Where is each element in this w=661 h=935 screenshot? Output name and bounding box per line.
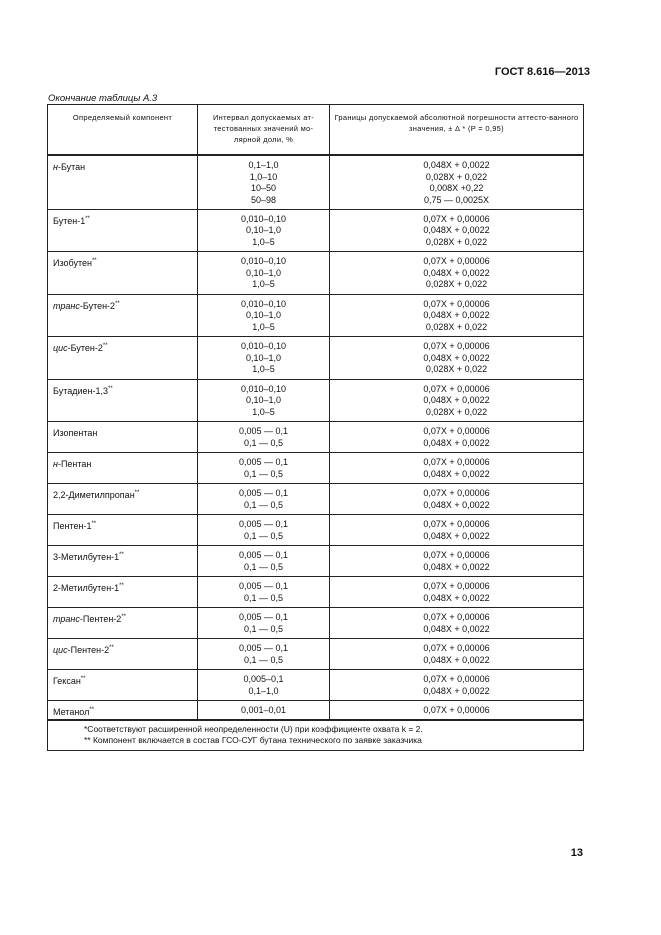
error-bound-value: 0,048X + 0,0022 xyxy=(423,352,490,363)
table-notes xyxy=(48,720,584,751)
error-bound-value: 0,048X + 0,0022 xyxy=(423,499,490,510)
component-name-cell xyxy=(48,484,198,515)
error-bound-value: 0,048X + 0,0022 xyxy=(423,623,490,634)
interval-cell xyxy=(198,670,330,701)
component-name-cell xyxy=(48,337,198,380)
table-row xyxy=(48,701,584,721)
error-bound-value: 0,048X + 0,0022 xyxy=(423,654,490,665)
table-row xyxy=(48,546,584,577)
interval-value: 0,10–1,0 xyxy=(245,352,282,363)
error-bound-cell xyxy=(330,577,584,608)
error-bound-value: 0,07X + 0,00006 xyxy=(423,256,490,266)
page-number: 13 xyxy=(570,847,583,859)
interval-value: 1,0–5 xyxy=(252,321,275,332)
error-bound-cell xyxy=(330,484,584,515)
table-row xyxy=(48,379,584,422)
interval-cell xyxy=(198,294,330,337)
interval-value: 0,1–1,0 xyxy=(248,160,279,170)
component-name: -Бутен-2 xyxy=(67,343,103,353)
interval-value: 0,010–0,10 xyxy=(240,383,287,394)
interval-cell xyxy=(198,155,330,209)
error-bound-value: 0,048X + 0,0022 xyxy=(423,160,490,170)
component-name: -Пентан xyxy=(57,459,92,469)
interval-value: 0,1 — 0,5 xyxy=(243,530,284,541)
component-prefix: транс xyxy=(53,614,80,624)
error-bound-value: 0,07X + 0,00006 xyxy=(423,643,490,653)
interval-value: 0,005–0,1 xyxy=(243,674,284,684)
interval-value: 50–98 xyxy=(250,194,277,205)
error-bound-value: 0,008X +0,22 xyxy=(429,183,484,193)
error-bound-cell xyxy=(330,453,584,484)
footnote-mark: ** xyxy=(109,645,114,651)
interval-value: 0,1 — 0,5 xyxy=(243,499,284,510)
interval-value: 1,0–5 xyxy=(252,364,275,374)
component-name: Гексан xyxy=(53,676,81,686)
data-table xyxy=(47,104,584,751)
error-bound-value: 0,028X + 0,022 xyxy=(425,321,488,332)
footnote-mark: ** xyxy=(121,614,126,620)
interval-cell xyxy=(198,252,330,295)
footnote-mark: ** xyxy=(102,343,108,349)
error-bound-value: 0,07X + 0,00006 xyxy=(423,705,490,715)
error-bound-value: 0,028X + 0,022 xyxy=(425,279,488,289)
footnote-mark: ** xyxy=(80,676,86,682)
table-row xyxy=(48,422,584,453)
interval-cell xyxy=(198,209,330,252)
error-bound-value: 0,028X + 0,022 xyxy=(425,406,488,417)
component-name: -Бутан xyxy=(57,162,86,172)
interval-value: 0,001–0,01 xyxy=(240,705,287,715)
table-row xyxy=(48,294,584,337)
column-header-interval: Интервал допускаемых ат-тестованных значений мо-лярной доли, % xyxy=(198,105,330,156)
interval-value: 0,10–1,0 xyxy=(245,395,282,405)
interval-value: 1,0–5 xyxy=(252,406,275,417)
standard-designation: ГОСТ 8.616—2013 xyxy=(494,66,590,78)
component-name: -Пентен-2 xyxy=(79,614,122,624)
table-row xyxy=(48,337,584,380)
error-bound-value: 0,048X + 0,0022 xyxy=(423,530,490,541)
error-bound-cell xyxy=(330,515,584,546)
error-bound-value: 0,048X + 0,0022 xyxy=(423,267,490,278)
interval-value: 0,005 — 0,1 xyxy=(238,519,289,529)
interval-cell xyxy=(198,546,330,577)
interval-value: 0,1 — 0,5 xyxy=(243,592,284,603)
interval-value: 0,1 — 0,5 xyxy=(243,437,284,448)
component-name-cell xyxy=(48,515,198,546)
footnote-mark: ** xyxy=(119,552,124,558)
error-bound-value: 0,028X + 0,022 xyxy=(425,364,488,374)
error-bound-value: 0,07X + 0,00006 xyxy=(423,383,490,394)
error-bound-value: 0,07X + 0,00006 xyxy=(423,612,490,622)
interval-value: 0,005 — 0,1 xyxy=(238,643,289,653)
interval-cell xyxy=(198,422,330,453)
error-bound-cell xyxy=(330,670,584,701)
component-name-cell xyxy=(48,608,198,639)
component-name-cell xyxy=(48,453,198,484)
component-prefix: н xyxy=(53,459,58,469)
interval-value: 0,10–1,0 xyxy=(245,267,282,278)
notes-row xyxy=(48,720,584,751)
error-bound-value: 0,07X + 0,00006 xyxy=(423,674,490,684)
interval-value: 0,010–0,10 xyxy=(240,298,287,309)
component-prefix: н xyxy=(53,162,58,172)
error-bound-cell xyxy=(330,337,584,380)
footnote-mark: ** xyxy=(91,521,97,527)
component-name: -Бутен-2 xyxy=(79,300,116,311)
interval-cell xyxy=(198,337,330,380)
interval-cell xyxy=(198,453,330,484)
interval-cell xyxy=(198,701,330,721)
interval-value: 0,10–1,0 xyxy=(245,225,282,235)
interval-value: 0,010–0,10 xyxy=(240,213,287,224)
interval-cell xyxy=(198,608,330,639)
error-bound-cell xyxy=(330,608,584,639)
error-bound-value: 0,028X + 0,022 xyxy=(425,171,488,182)
component-name-cell xyxy=(48,701,198,721)
component-name: Бутадиен-1,3 xyxy=(53,385,108,396)
interval-cell xyxy=(198,577,330,608)
note-optional-component: ** Компонент включается в состав ГСО-СУГ бутана технического по заявке заказчика xyxy=(84,735,422,745)
component-name-cell xyxy=(48,422,198,453)
error-bound-value: 0,07X + 0,00006 xyxy=(423,581,490,591)
error-bound-cell xyxy=(330,701,584,721)
footnote-mark: ** xyxy=(119,583,124,589)
interval-cell xyxy=(198,639,330,670)
error-bound-value: 0,048X + 0,0022 xyxy=(423,225,490,235)
interval-value: 1,0–5 xyxy=(252,279,275,289)
component-name-cell xyxy=(48,546,198,577)
error-bound-value: 0,048X + 0,0022 xyxy=(423,685,490,696)
component-name: Метанол xyxy=(53,707,90,717)
component-name-cell xyxy=(48,294,198,337)
interval-value: 0,005 — 0,1 xyxy=(238,550,289,560)
footnote-mark: ** xyxy=(91,258,97,264)
table-row xyxy=(48,608,584,639)
column-header-error-bounds: Границы допускаемой абсолютной погрешности аттесто-ванного значения, ± Δ * (P = 0,95) xyxy=(330,105,584,156)
component-name: Изопентан xyxy=(53,428,98,438)
interval-value: 10–50 xyxy=(250,183,277,193)
interval-value: 0,010–0,10 xyxy=(240,256,287,266)
interval-value: 0,005 — 0,1 xyxy=(238,426,289,436)
interval-value: 0,005 — 0,1 xyxy=(238,612,289,622)
error-bound-value: 0,07X + 0,00006 xyxy=(423,488,490,498)
component-prefix: цис xyxy=(53,343,68,353)
error-bound-value: 0,048X + 0,0022 xyxy=(423,592,490,603)
component-name-cell xyxy=(48,670,198,701)
footnote-mark: ** xyxy=(108,385,113,392)
error-bound-cell xyxy=(330,379,584,422)
error-bound-value: 0,07X + 0,00006 xyxy=(423,298,490,309)
component-name: 2,2-Диметилпропан xyxy=(53,490,135,500)
error-bound-value: 0,028X + 0,022 xyxy=(425,236,488,247)
interval-value: 1,0–10 xyxy=(249,171,278,182)
footnote-mark: ** xyxy=(85,215,90,222)
component-name: Бутен-1 xyxy=(53,215,86,226)
error-bound-value: 0,07X + 0,00006 xyxy=(423,341,490,351)
error-bound-value: 0,75 — 0,0025X xyxy=(423,194,490,205)
error-bound-cell xyxy=(330,252,584,295)
interval-value: 0,10–1,0 xyxy=(245,310,282,320)
table-caption: Окончание таблицы А.3 xyxy=(48,93,158,104)
table-row xyxy=(48,155,584,209)
interval-value: 0,1 — 0,5 xyxy=(243,654,284,665)
footnote-mark: ** xyxy=(115,300,120,307)
interval-value: 0,1 — 0,5 xyxy=(243,623,284,634)
error-bound-value: 0,07X + 0,00006 xyxy=(423,426,490,436)
interval-value: 1,0–5 xyxy=(252,236,275,247)
error-bound-value: 0,048X + 0,0022 xyxy=(423,468,490,479)
error-bound-cell xyxy=(330,422,584,453)
component-name-cell xyxy=(48,252,198,295)
table-row xyxy=(48,209,584,252)
component-name-cell xyxy=(48,209,198,252)
error-bound-value: 0,048X + 0,0022 xyxy=(423,561,490,572)
interval-cell xyxy=(198,379,330,422)
interval-value: 0,005 — 0,1 xyxy=(238,581,289,591)
component-name-cell xyxy=(48,155,198,209)
component-prefix: цис xyxy=(53,645,68,655)
component-name: Пентен-1 xyxy=(53,521,92,531)
table-row xyxy=(48,639,584,670)
note-uncertainty: *Соответствуют расширенной неопределенности (U) при коэффициенте охвата k = 2. xyxy=(84,724,423,734)
error-bound-value: 0,07X + 0,00006 xyxy=(423,213,490,224)
error-bound-cell xyxy=(330,639,584,670)
error-bound-value: 0,07X + 0,00006 xyxy=(423,519,490,529)
interval-value: 0,005 — 0,1 xyxy=(238,457,289,467)
error-bound-value: 0,048X + 0,0022 xyxy=(423,310,490,320)
table-row xyxy=(48,252,584,295)
component-name-cell xyxy=(48,639,198,670)
column-header-component: Определяемый компонент xyxy=(48,105,198,156)
footnote-mark: ** xyxy=(134,490,140,496)
component-name: -Пентен-2 xyxy=(67,645,110,655)
error-bound-cell xyxy=(330,546,584,577)
table-body xyxy=(48,155,584,720)
interval-value: 0,1 — 0,5 xyxy=(243,468,284,479)
interval-cell xyxy=(198,515,330,546)
error-bound-cell xyxy=(330,209,584,252)
component-name-cell xyxy=(48,379,198,422)
interval-value: 0,1 — 0,5 xyxy=(243,561,284,572)
table-row xyxy=(48,670,584,701)
footnote-mark: ** xyxy=(89,707,95,713)
table-row xyxy=(48,484,584,515)
component-prefix: транс xyxy=(53,300,80,311)
interval-value: 0,1–1,0 xyxy=(248,685,279,696)
table-header-row xyxy=(48,105,584,156)
component-name: 3-Метилбутен-1 xyxy=(53,552,120,562)
table-row xyxy=(48,577,584,608)
table-row xyxy=(48,453,584,484)
error-bound-cell xyxy=(330,294,584,337)
component-name: 2-Метилбутен-1 xyxy=(53,583,120,593)
error-bound-value: 0,07X + 0,00006 xyxy=(423,457,490,467)
error-bound-value: 0,048X + 0,0022 xyxy=(423,437,490,448)
table-row xyxy=(48,515,584,546)
error-bound-value: 0,048X + 0,0022 xyxy=(423,395,490,405)
component-name: Изобутен xyxy=(53,258,92,268)
interval-cell xyxy=(198,484,330,515)
error-bound-value: 0,07X + 0,00006 xyxy=(423,550,490,560)
interval-value: 0,010–0,10 xyxy=(240,341,287,351)
error-bound-cell xyxy=(330,155,584,209)
component-name-cell xyxy=(48,577,198,608)
interval-value: 0,005 — 0,1 xyxy=(238,488,289,498)
